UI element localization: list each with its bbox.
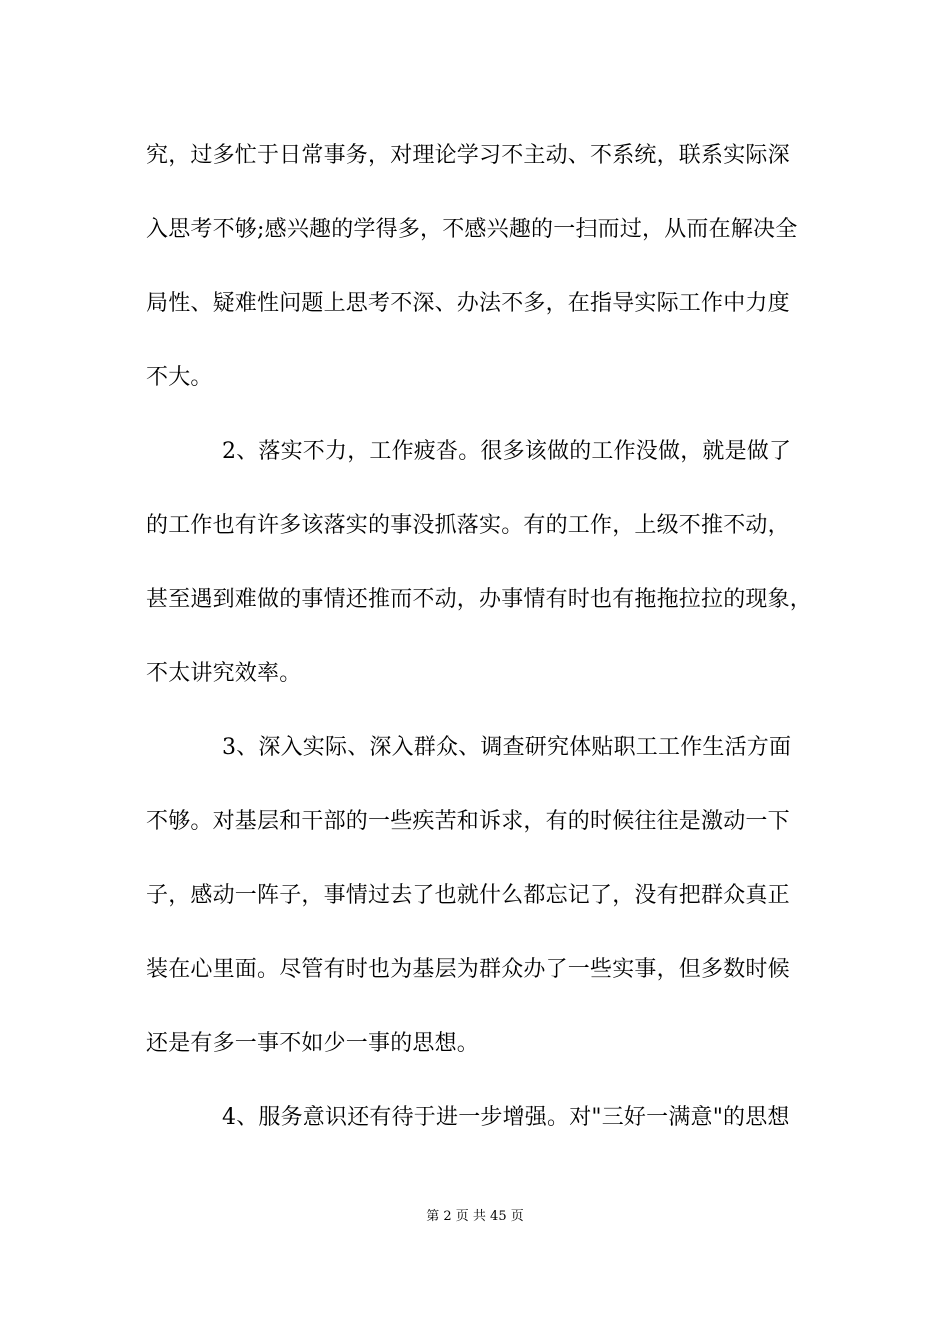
- paragraph-4-line-1: 4、服务意识还有待于进一步增强。对"三好一满意"的思想: [222, 1105, 790, 1130]
- body-line-7: 甚至遇到难做的事情还推而不动，办事情有时也有拖拖拉拉的现象，: [146, 587, 813, 612]
- body-line-6: 的工作也有许多该落实的事没抓落实。有的工作，上级不推不动，: [146, 513, 790, 538]
- body-line-3: 局性、疑难性问题上思考不深、办法不多，在指导实际工作中力度: [146, 291, 790, 316]
- body-line-4: 不大。: [146, 365, 213, 390]
- body-line-11: 子，感动一阵子，事情过去了也就什么都忘记了，没有把群众真正: [146, 883, 790, 908]
- paragraph-2-line-1: 2、落实不力，工作疲沓。很多该做的工作没做，就是做了: [222, 439, 792, 464]
- body-line-2: 入思考不够;感兴趣的学得多，不感兴趣的一扫而过，从而在解决全: [146, 217, 798, 242]
- body-line-10: 不够。对基层和干部的一些疾苦和诉求，有的时候往往是激动一下: [146, 809, 790, 834]
- body-line-1: 究，过多忙于日常事务，对理论学习不主动、不系统，联系实际深: [146, 143, 790, 168]
- page-number-footer: 第 2 页 共 45 页: [426, 1209, 524, 1224]
- body-line-12: 装在心里面。尽管有时也为基层为群众办了一些实事，但多数时候: [146, 957, 790, 982]
- body-line-13: 还是有多一事不如少一事的思想。: [146, 1031, 480, 1056]
- body-line-8: 不太讲究效率。: [146, 661, 302, 686]
- paragraph-3-line-1: 3、深入实际、深入群众、调查研究体贴职工工作生活方面: [222, 735, 792, 760]
